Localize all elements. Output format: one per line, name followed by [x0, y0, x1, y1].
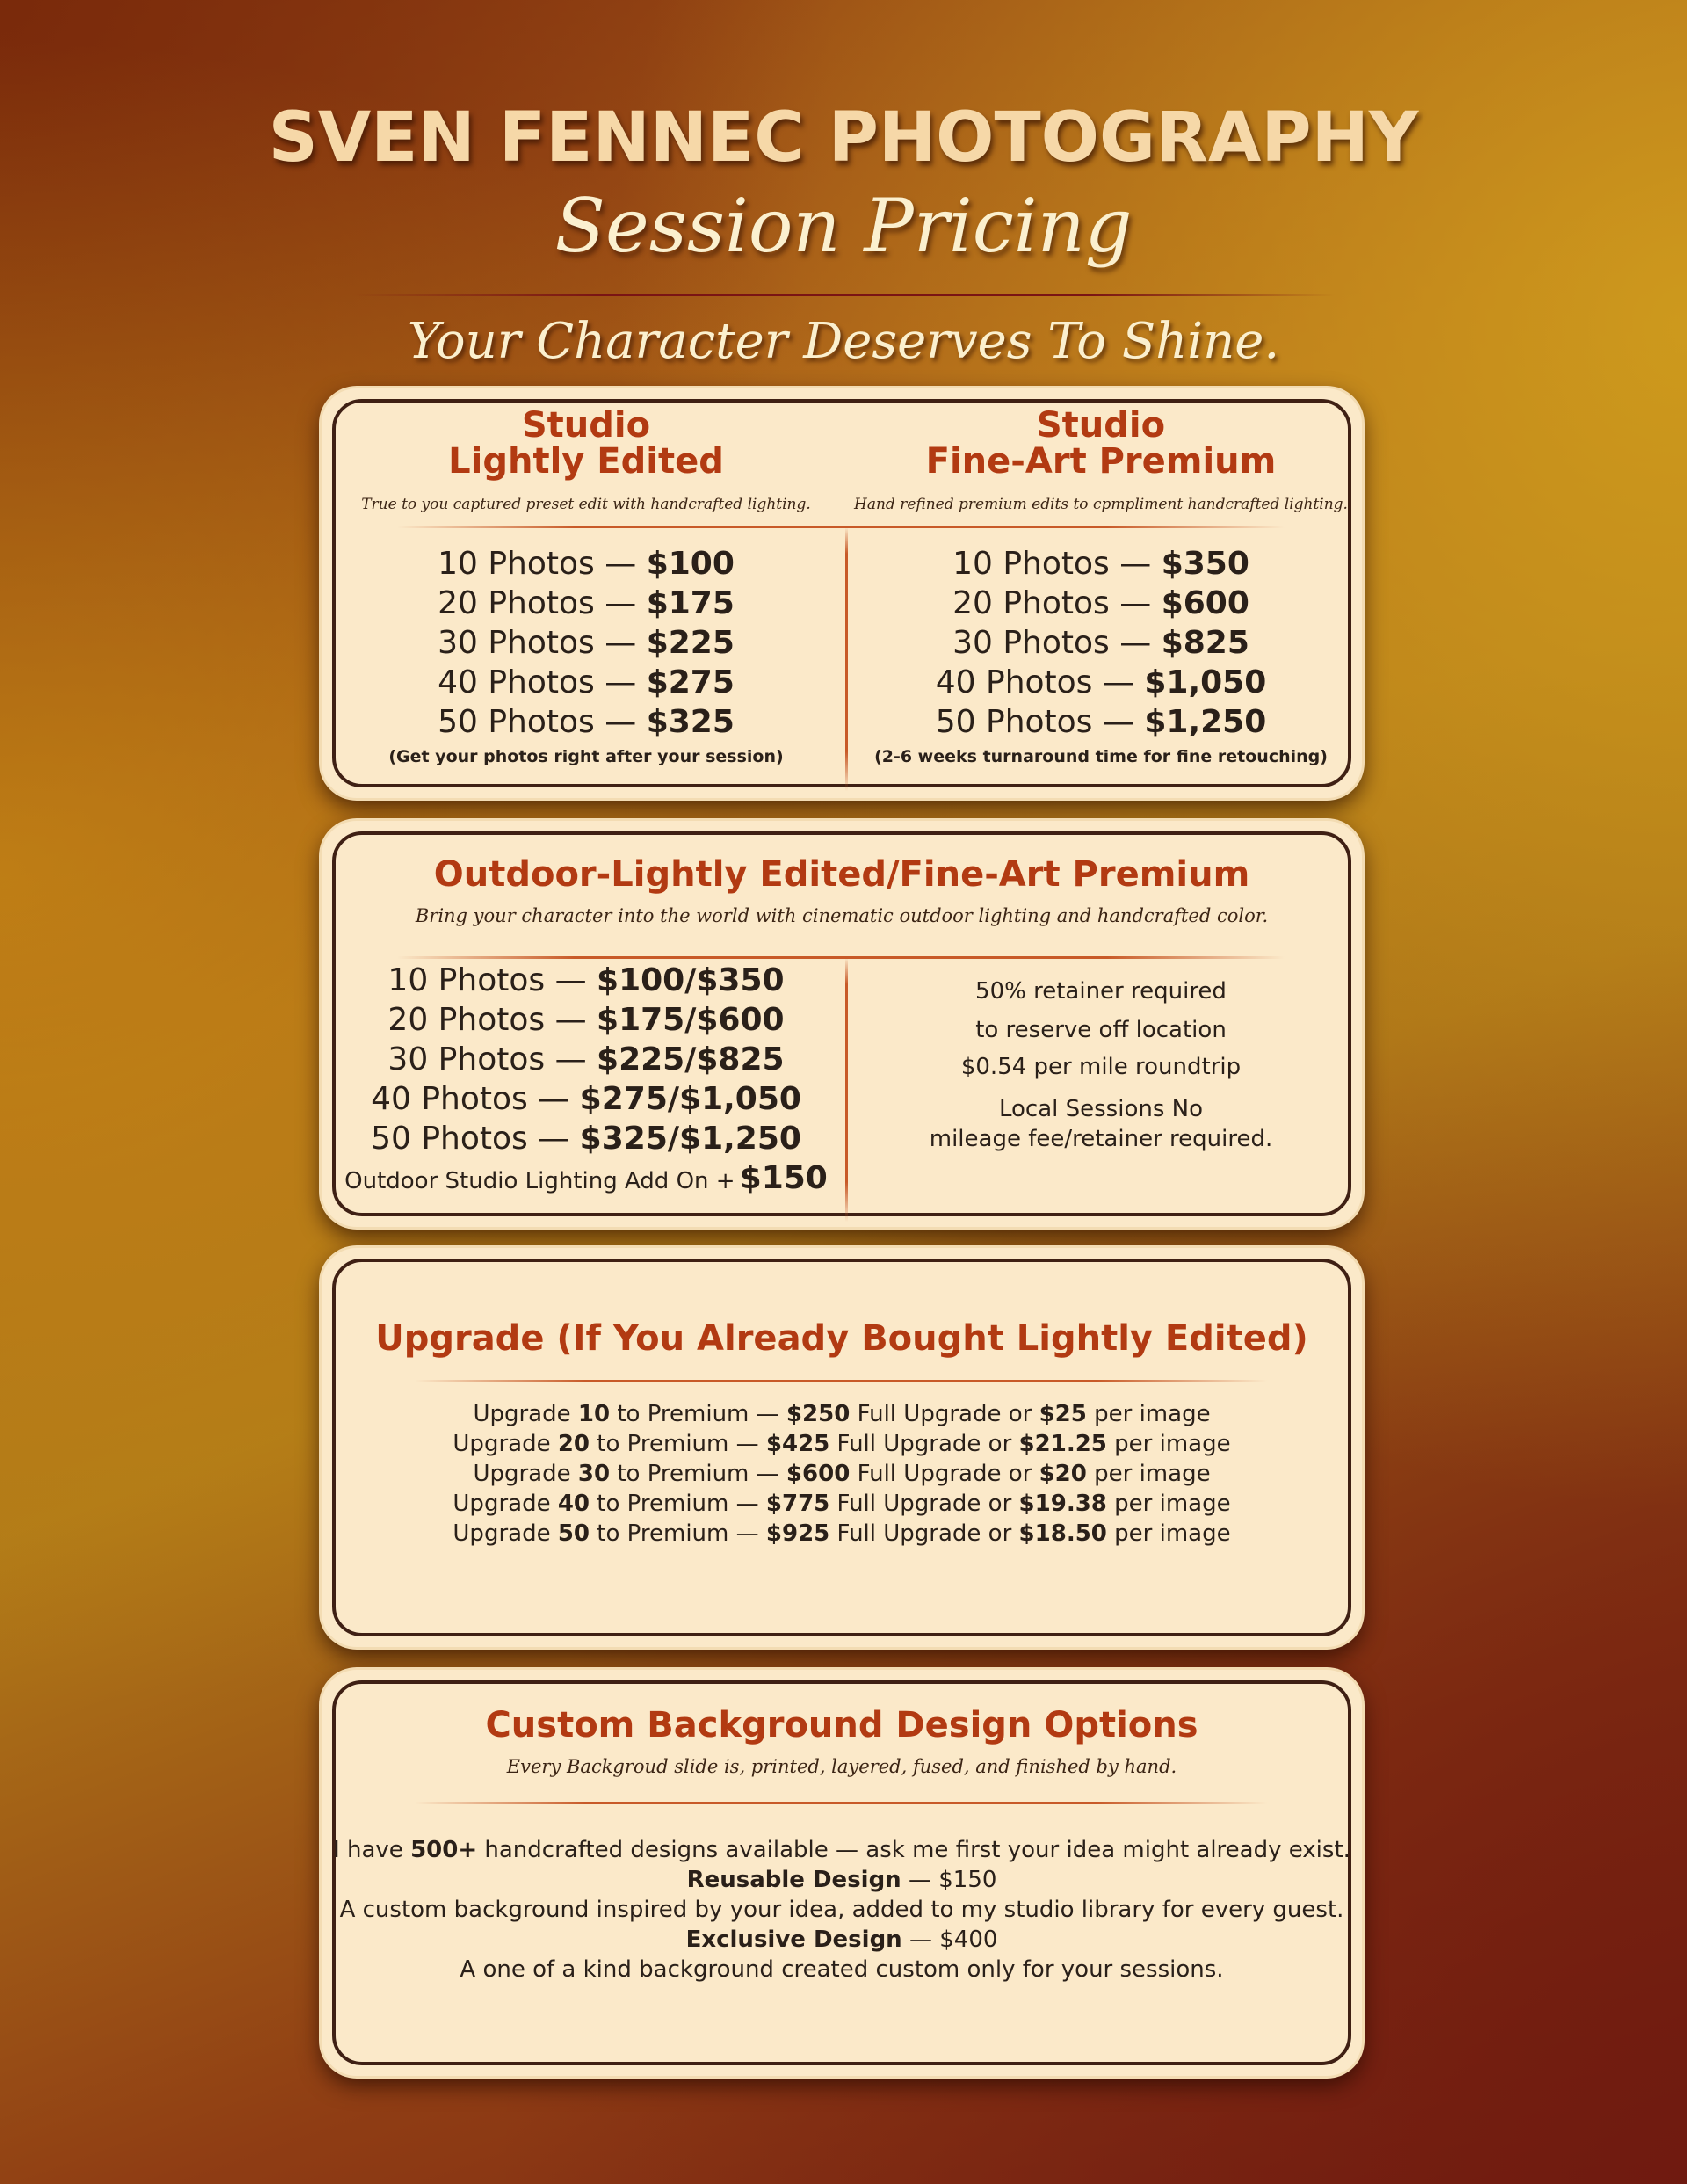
tagline: Your Character Deserves To Shine. [407, 313, 1280, 370]
studio-lightly-column [327, 405, 845, 513]
upgrade-row: Upgrade 20 to Premium — $425 Full Upgrade or $21.25 per image [453, 1431, 1231, 1457]
price-row: 50 Photos — $325 [438, 704, 735, 740]
outdoor-price-list [327, 961, 845, 1196]
studio-lightly-price-list [327, 544, 845, 766]
upgrade-row: Upgrade 30 to Premium — $600 Full Upgrade or $20 per image [473, 1461, 1211, 1487]
price-row: 40 Photos — $275 [438, 664, 735, 700]
outdoor-title: Outdoor-Lightly Edited/Fine-Art Premium [433, 854, 1250, 895]
studio-premium-title-line1: Studio [1036, 405, 1166, 446]
custom-title: Custom Background Design Options [485, 1705, 1198, 1745]
studio-pricing-card [322, 388, 1362, 798]
studio-lightly-note: (Get your photos right after your session) [388, 747, 784, 766]
custom-divider [415, 1802, 1267, 1804]
studio-premium-title-line2: Fine-Art Premium [925, 441, 1277, 482]
exclusive-design-price: Exclusive Design — $400 [685, 1926, 998, 1953]
header-divider [351, 294, 1336, 296]
upgrade-list [327, 1399, 1357, 1549]
outdoor-description: Bring your character into the world with cinematic outdoor lighting and handcrafted color. [415, 905, 1269, 926]
price-row: 50 Photos — $325/$1,250 [371, 1121, 801, 1157]
studio-lightly-title-line2: Lightly Edited [448, 441, 724, 482]
price-row: 10 Photos — $100 [438, 546, 735, 582]
page-subtitle: Session Pricing [554, 183, 1133, 269]
brand-title: SVEN FENNEC PHOTOGRAPHY [268, 98, 1419, 178]
outdoor-info-line: 50% retainer required [975, 978, 1227, 1005]
studio-premium-price-list [845, 544, 1357, 766]
outdoor-info [845, 972, 1357, 1153]
upgrade-row: Upgrade 50 to Premium — $925 Full Upgrade or $18.50 per image [453, 1520, 1231, 1547]
studio-premium-note: (2-6 weeks turnaround time for fine retouching) [874, 747, 1328, 766]
upgrade-row: Upgrade 40 to Premium — $775 Full Upgrade or $19.38 per image [453, 1491, 1231, 1517]
studio-premium-description: Hand refined premium edits to cpmpliment handcrafted lighting. [854, 496, 1348, 513]
studio-lightly-title-line1: Studio [521, 405, 651, 446]
custom-details [327, 1835, 1357, 1984]
price-row: 50 Photos — $1,250 [935, 704, 1267, 740]
studio-lightly-description: True to you captured preset edit with handcrafted lighting. [361, 496, 811, 513]
outdoor-pricing-card [322, 821, 1362, 1227]
price-row: 40 Photos — $1,050 [935, 664, 1267, 700]
price-row: 30 Photos — $225/$825 [387, 1041, 785, 1077]
outdoor-info-line: to reserve off location [975, 1017, 1227, 1043]
upgrade-title: Upgrade (If You Already Bought Lightly Edited) [375, 1318, 1308, 1359]
price-row: 40 Photos — $275/$1,050 [371, 1081, 801, 1117]
price-row: 20 Photos — $175/$600 [387, 1002, 785, 1038]
upgrade-divider [415, 1380, 1267, 1382]
reusable-design-description: A custom background inspired by your idea, added to my studio library for every guest. [339, 1897, 1344, 1923]
custom-description: Every Backgroud slide is, printed, layered, fused, and finished by hand. [506, 1756, 1177, 1777]
studio-premium-column [845, 405, 1357, 513]
outdoor-divider [397, 956, 1285, 959]
exclusive-design-description: A one of a kind background created custom only for your sessions. [460, 1956, 1224, 1983]
outdoor-info-line: $0.54 per mile roundtrip [960, 1054, 1242, 1080]
upgrade-row: Upgrade 10 to Premium — $250 Full Upgrade or $25 per image [473, 1401, 1211, 1427]
custom-intro: I have 500+ handcrafted designs available — ask me first your idea might already exist. [333, 1837, 1350, 1863]
price-row: 10 Photos — $100/$350 [387, 962, 785, 998]
price-row: 30 Photos — $225 [438, 625, 735, 661]
price-row: 30 Photos — $825 [952, 625, 1249, 661]
price-row: 10 Photos — $350 [952, 546, 1249, 582]
outdoor-info-line: mileage fee/retainer required. [929, 1126, 1273, 1152]
outdoor-info-line: Local Sessions No [998, 1096, 1204, 1122]
reusable-design-price: Reusable Design — $150 [686, 1867, 997, 1893]
price-row: 20 Photos — $600 [952, 585, 1249, 621]
outdoor-addon: Outdoor Studio Lighting Add On + $150 [344, 1160, 828, 1196]
studio-divider [397, 526, 1285, 528]
price-row: 20 Photos — $175 [438, 585, 735, 621]
upgrade-pricing-card [322, 1248, 1362, 1647]
custom-background-card [322, 1670, 1362, 2076]
